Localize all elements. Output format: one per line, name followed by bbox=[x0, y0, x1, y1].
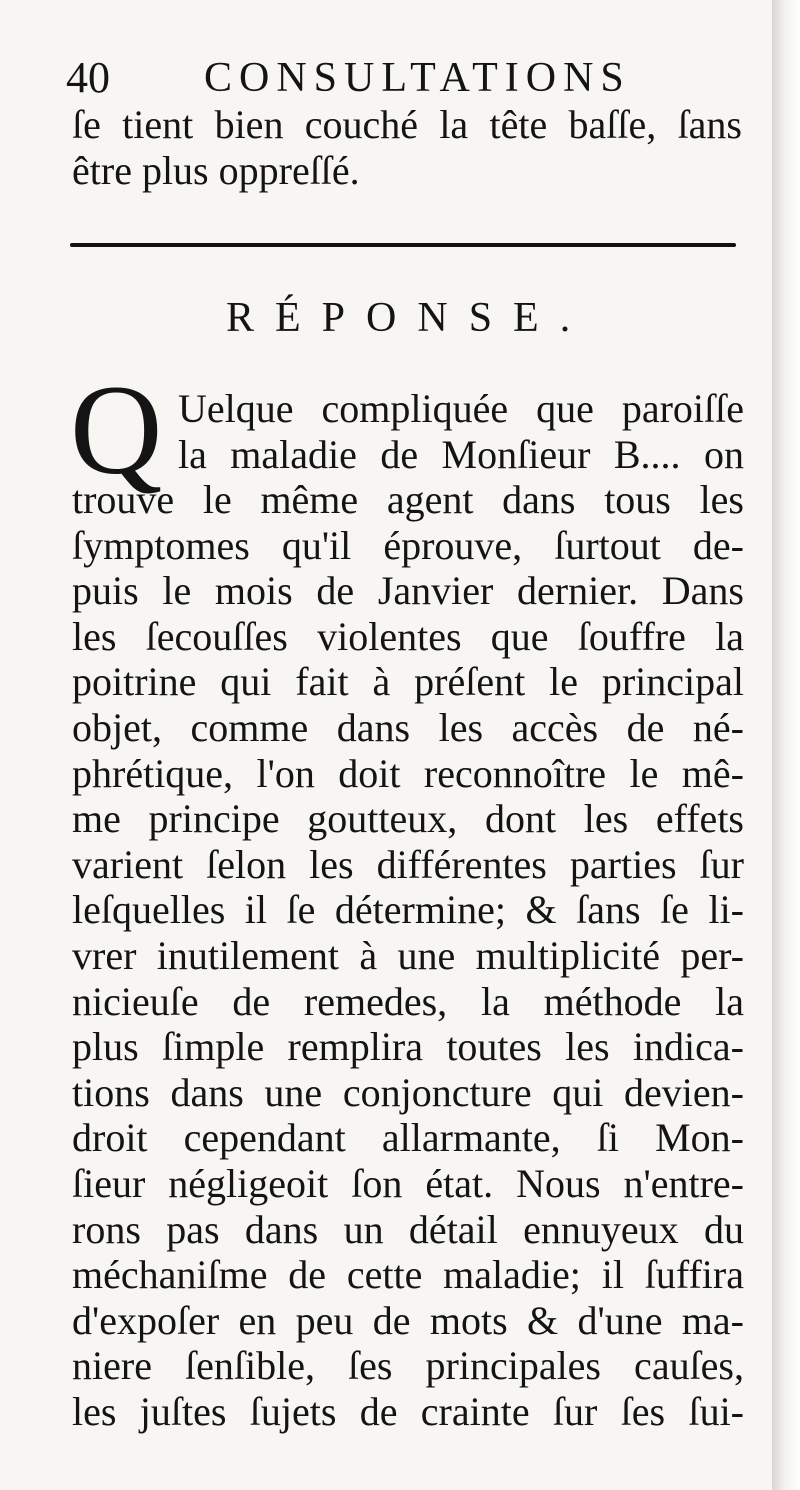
text-line: Uelque compliquée que paroiſſe bbox=[178, 386, 744, 431]
running-title: CONSULTATIONS bbox=[204, 55, 631, 101]
dropcap-indented-lines bbox=[178, 386, 744, 477]
text-line: nicieuſe de remedes, la méthode la bbox=[72, 978, 744, 1024]
text-line: être plus oppreſſé. bbox=[72, 147, 360, 193]
running-head bbox=[66, 50, 744, 106]
text-line: droit cependant allarmante, ſi Mon- bbox=[72, 1115, 744, 1161]
text-line: leſquelles il ſe détermine; & ſans ſe li- bbox=[72, 887, 744, 933]
text-line: ſymptomes qu'il éprouve, ſurtout de- bbox=[72, 522, 744, 568]
text-line: les ſecouſſes violentes que ſouffre la bbox=[72, 613, 744, 659]
text-line: ſe tient bien couché la tête baſſe, ſans bbox=[72, 102, 742, 147]
text-line: me principe goutteux, dont les effets bbox=[72, 796, 744, 842]
carryover-text bbox=[72, 102, 742, 193]
page-edge bbox=[772, 0, 800, 1490]
text-line: méchaniſme de cette maladie; il ſuffira bbox=[72, 1252, 744, 1298]
text-line: vrer inutilement à une multiplicité per- bbox=[72, 932, 744, 978]
body-text bbox=[72, 477, 744, 1434]
text-line: niere ſenſible, ſes principales cauſes, bbox=[72, 1343, 744, 1389]
text-line: la maladie de Monſieur B.... on bbox=[178, 431, 744, 477]
section-heading: RÉPONSE. bbox=[226, 295, 592, 341]
text-line: plus ſimple remplira toutes les indica- bbox=[72, 1024, 744, 1070]
text-line: poitrine qui fait à préſent le principal bbox=[72, 659, 744, 705]
section-divider-rule bbox=[70, 243, 736, 247]
text-line: trouve le même agent dans tous les bbox=[72, 477, 744, 522]
text-line: phrétique, l'on doit reconnoître le mê- bbox=[72, 750, 744, 796]
text-line: ſieur négligeoit ſon état. Nous n'entre- bbox=[72, 1160, 744, 1206]
text-line: varient ſelon les différentes parties ſur bbox=[72, 841, 744, 887]
text-line: rons pas dans un détail ennuyeux du bbox=[72, 1206, 744, 1252]
page-number: 40 bbox=[66, 53, 110, 102]
text-line: tions dans une conjoncture qui devien- bbox=[72, 1069, 744, 1115]
text-line: d'expoſer en peu de mots & d'une ma- bbox=[72, 1297, 744, 1343]
text-line: objet, comme dans les accès de né- bbox=[72, 704, 744, 750]
text-line: puis le mois de Janvier dernier. Dans bbox=[72, 568, 744, 614]
drop-cap: Q bbox=[70, 359, 163, 501]
text-line: les juſtes ſujets de crainte ſur ſes ſui- bbox=[72, 1388, 744, 1434]
